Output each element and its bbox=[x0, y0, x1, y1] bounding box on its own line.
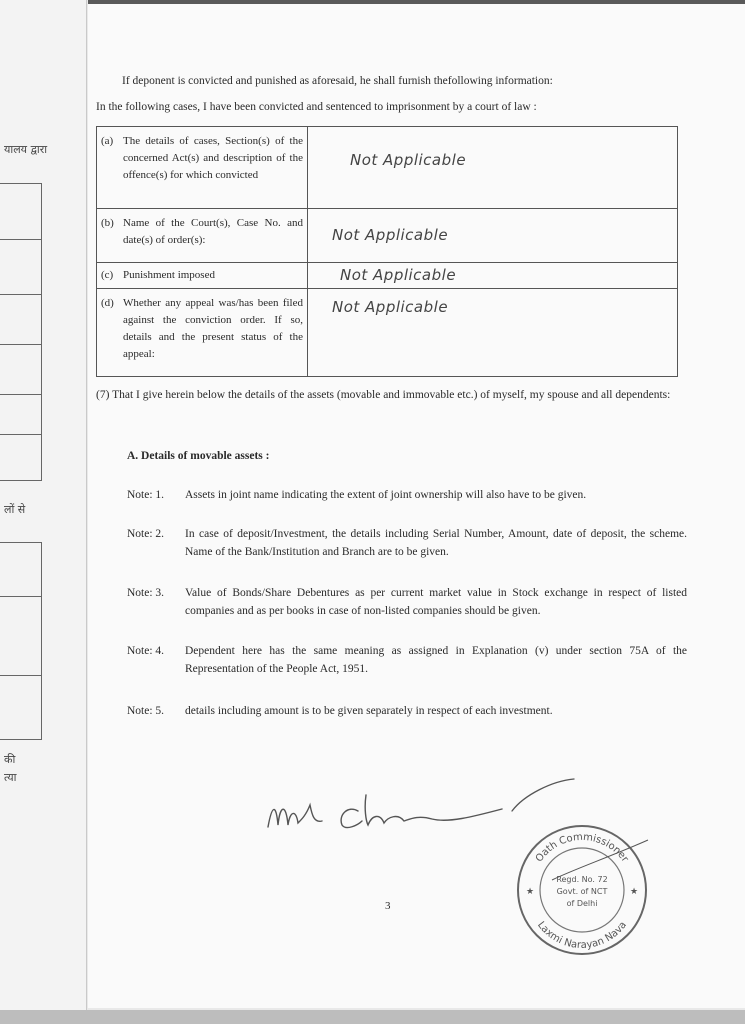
note-5 bbox=[127, 702, 687, 720]
stamp-top-text: Oath Commissioner bbox=[533, 831, 631, 865]
note-label: Note: 5. bbox=[127, 705, 165, 717]
facing-page-text-2: लों से bbox=[4, 503, 26, 516]
note-text: Value of Bonds/Share Debentures as per current market value in Stock exchange in respect of listed companies and as per books in case of non-listed companies should be given. bbox=[185, 587, 687, 617]
stamp-line-1: Regd. No. 72 bbox=[556, 875, 608, 884]
stamp-line-3: of Delhi bbox=[566, 899, 598, 908]
intro-line-2: In the following cases, I have been convicted and sentenced to imprisonment by a court of law : bbox=[96, 101, 537, 113]
facing-page-text-3: की bbox=[4, 753, 16, 766]
note-label: Note: 2. bbox=[127, 528, 165, 540]
note-1 bbox=[127, 486, 687, 504]
note-text: details including amount is to be given separately in respect of each investment. bbox=[185, 705, 553, 717]
svg-text:Laxmi Narayan Nava bbox=[535, 920, 629, 951]
note-4 bbox=[127, 642, 687, 678]
stamp-line-2: Govt. of NCT bbox=[556, 887, 608, 896]
table-row bbox=[97, 263, 678, 289]
stamp-star-right-icon: ★ bbox=[630, 886, 639, 896]
row-description: Punishment imposed bbox=[123, 269, 215, 281]
note-text: In case of deposit/Investment, the details including Serial Number, Amount, date of deposit, the scheme. Name of the Bank/Institution and Branch are to be given. bbox=[185, 528, 687, 558]
note-label: Note: 3. bbox=[127, 587, 165, 599]
row-label: (a) bbox=[101, 135, 114, 147]
facing-page-table-2 bbox=[0, 542, 42, 740]
note-2 bbox=[127, 525, 687, 561]
oath-commissioner-stamp bbox=[512, 820, 652, 960]
handwritten-answer: Not Applicable bbox=[332, 298, 449, 316]
note-3 bbox=[127, 584, 687, 620]
row-description: The details of cases, Section(s) of the concerned Act(s) and description of the offence(s) for which convicted bbox=[123, 135, 303, 181]
intro-line-1: If deponent is convicted and punished as aforesaid, he shall furnish thefollowing information: bbox=[122, 75, 553, 87]
table-row bbox=[97, 127, 678, 209]
movable-assets-heading: A. Details of movable assets : bbox=[127, 450, 270, 462]
handwritten-answer: Not Applicable bbox=[340, 266, 457, 284]
facing-page-text-4: त्या bbox=[4, 771, 17, 784]
assets-intro: (7) That I give herein below the details of the assets (movable and immovable etc.) of myself, my spouse and all dependents: bbox=[96, 389, 671, 401]
handwritten-answer: Not Applicable bbox=[332, 226, 449, 244]
table-row bbox=[97, 209, 678, 263]
facing-page-text-1: यालय द्वारा bbox=[4, 143, 48, 156]
note-label: Note: 4. bbox=[127, 645, 165, 657]
page-number: 3 bbox=[385, 900, 391, 912]
row-label: (d) bbox=[101, 297, 114, 309]
facing-page bbox=[0, 0, 87, 1010]
page-bottom-edge bbox=[0, 1010, 745, 1024]
row-description: Whether any appeal was/has been filed against the conviction order. If so, details and the present status of the appeal: bbox=[123, 297, 303, 360]
conviction-table bbox=[96, 126, 678, 377]
handwritten-answer: Not Applicable bbox=[350, 151, 467, 169]
facing-page-table-1 bbox=[0, 183, 42, 481]
stamp-bottom-text: Laxmi Narayan Nava bbox=[535, 919, 629, 952]
note-text: Assets in joint name indicating the extent of joint ownership will also have to be given. bbox=[185, 489, 587, 501]
note-label: Note: 1. bbox=[127, 489, 165, 501]
stamp-star-left-icon: ★ bbox=[526, 886, 535, 896]
table-row bbox=[97, 289, 678, 377]
row-label: (b) bbox=[101, 217, 114, 229]
note-text: Dependent here has the same meaning as assigned in Explanation (v) under section 75A of the Representation of the People Act, 1951. bbox=[185, 645, 687, 675]
row-description: Name of the Court(s), Case No. and date(s) of order(s): bbox=[123, 217, 303, 246]
row-label: (c) bbox=[101, 269, 114, 281]
